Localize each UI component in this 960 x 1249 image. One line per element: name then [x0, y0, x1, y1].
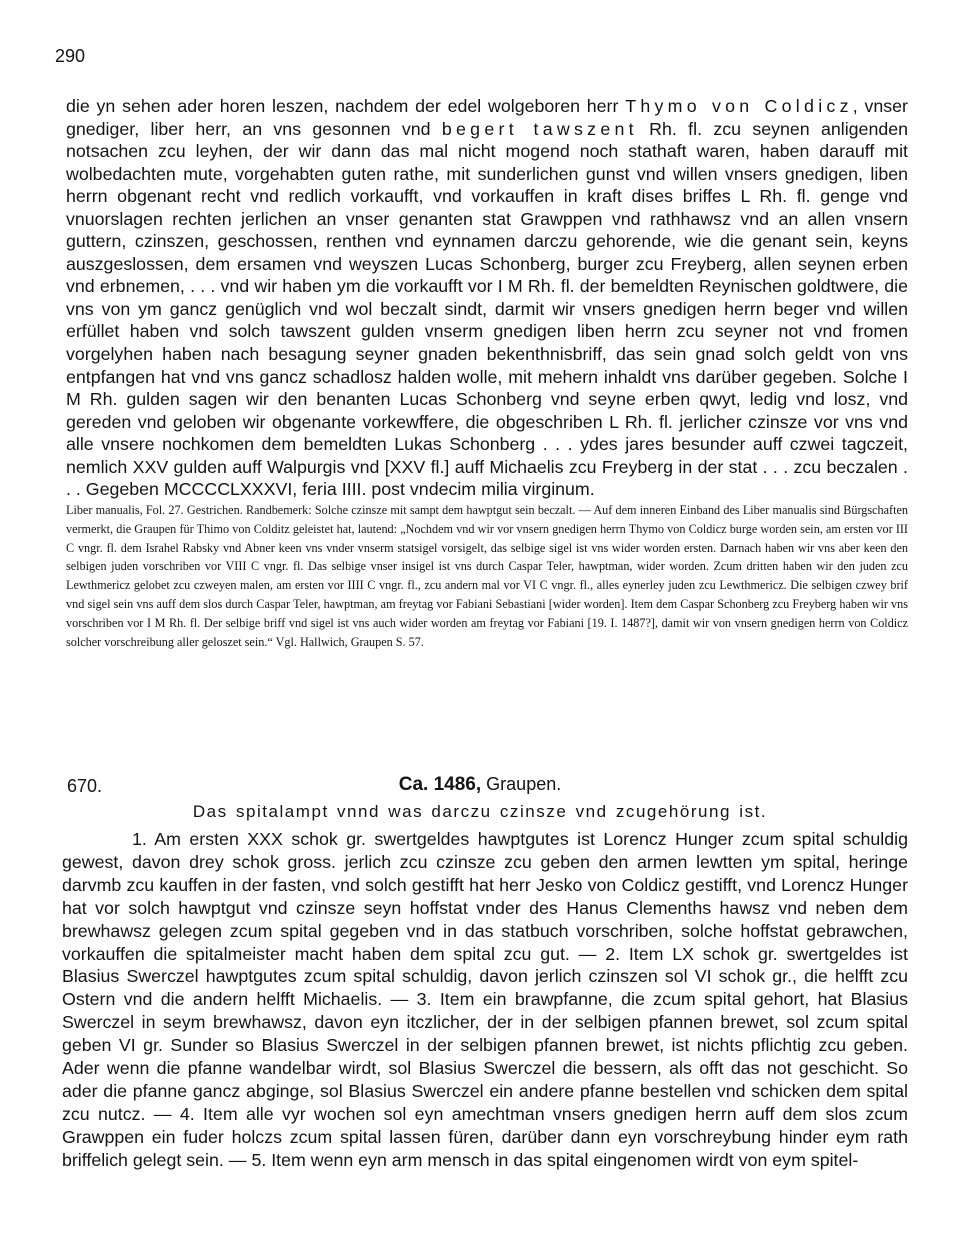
entry-text: 1. Am ersten XXX schok gr. swertgeldes hawptgutes ist Lorencz Hunger zcum spital schuldig gewest, davon drey schok gross. jerlich zcu czinsze zcu geben den armen lewtten ym spital, heringe darvmb zcu kauffen in der fasten, vnd solch gestifft hat herr Jesko von Coldicz gestifft, vnd Lorencz Hunger hat vor solch hawptgut vnd czinsze seyn hoffstat vnder des Hanus Clemenths hawsz vnd neben dem brewhawsz gelegen zcum spital gegeben vnd in das statbuch vorschriben, solche hoffstat gebrawchen, vorkauffen die spitalmeister macht haben dem spital zcu gut. — 2. Item LX schok gr. swertgeldes ist Blasius Swerczel hawptgutes zcum spital schuldig, davon jerlich czinszen sol VI schok gr., die helfft zcu Ostern vnd die andern helfft Michaelis. — 3. Item ein brawpfanne, die zcum spital gehort, hat Blasius Swerczel in seym brewhawsz, davon eyn itczlicher, der in der selbigen pfannen brewet, sol zcum spital geben VI gr. Sunder so Blasius Swerczel in der selbigen pfannen brewet, ist nichts pflichtig zcu geben. Ader wenn die pfanne wandelbar wirdt, sol Blasius Swerczel die bessern, als offt das not geschicht. So ader die pfanne gancz abginge, sol Blasius Swerczel ein andere pfanne bestellen vnd schicken dem spital zcu nutcz. — 4. Item alle vyr wochen sol eyn amechtman vnsers gnedigen herrn auff dem slos zcum Grawppen ein fuder holczs zcum spital lassen füren, darüber dann eyn vorschreybung hinder eym rath briffelich gelegt sein. — 5. Item wenn eyn arm mensch in das spital eingenomen wirdt von eym spitel-: [62, 829, 908, 1170]
entry-heading: [0, 775, 960, 794]
spaced-name: Thymo von Coldicz: [625, 96, 853, 116]
main-text-part-3: Rh. fl. zcu seynen anligenden notsachen zcu leyhen, der wir dann das mal nicht mogend noch stathaft waren, haben darauff mit wolbedachten mute, vorgehabten guten rathe, mit sunderlichen gunst vnd willen vnsers gnedigen, liben herrn obgenant recht vnd redlich vorkaufft, vnd vorkauffen in kraft dises briffes L Rh. fl. genge vnd vnuorslagen rechten jerlichen an vnser genanten stat Grawppen vnd rathhawsz vnd an allen vnsern guttern, czinszen, geschossen, renthen vnd eynnamen darczu gehorende, wie die genant sein, keyns auszgeslossen, dem ersamen vnd weyszen Lucas Schonberg, burger zcu Freyberg, allen seynen erben vnd erbnemen, . . . vnd wir haben ym die vorkaufft vor I M Rh. fl. der bemeldten Reynischen goldtwere, die vns von ym gancz genüglich vnd wol beczalt sindt, darmit wir vnsers gnedigen herrn beger vnd willen erfüllet haben vnd solch tawszent gulden vnserm gnedigen liben herrn zcu seyner not vnd fromen vorgelyhen haben nach besagung seyner gnaden bekenthnisbriff, das sein gnad solch geldt von vns entpfangen hat vnd vns gancz schadlosz halden wolle, mit mehern inhaldt vns darüber gegeben. Solche I M Rh. gulden sagen wir den benanten Lucas Schonberg vnd seyne erben qwyt, ledig vnd losz, vnd gereden vnd geloben wir obgenante vorkewffere, die obgeschriben L Rh. fl. jerlicher czinsze vor vns vnd alle vnsere nochkomen dem bemeldten Lukas Schonberg . . . ydes jares besunder auff czwei tagczeit, nemlich XXV gulden auff Walpurgis vnd [XXV fl.] auff Michaelis zcu Freyberg in der stat . . . zcu beczalen . . . Gegeben MCCCCLXXXVI, feria IIII. post vndecim milia virginum.: [66, 118, 909, 500]
main-text-part-2: , vnser gnediger, liber herr, an vns gesonnen vnd: [66, 96, 908, 139]
entry-date: Ca. 1486,: [398, 774, 482, 795]
entry-number: 670.: [67, 776, 103, 796]
footnote: Liber manualis, Fol. 27. Gestrichen. Randbemerk: Solche czinsze mit sampt dem hawptgut sein beczalt. — Auf dem inneren Einband des Liber manualis sind Bürgschaften vermerkt, die Graupen für Thimo von Colditz geleistet hat, lautend: „Nochdem vnd wir vor vnsern gnedigen herrn Thymo von Coldicz burge worden sein, am ersten vor III C vngr. fl. dem Israhel Rabsky vnd Abner keen vns vnder vnserm statsigel vorsigelt, das selbige sigel ist vns wider worden ersten. Darnach haben wir vns aber keen den selbigen juden vorschriben vor VIII C vngr. fl. Das selbige vnser insigel ist vns durch Caspar Teler, hawptman, wider worden. Zcum dritten haben wir den juden zcu Lewthmericz gelobet zcu czweyen malen, am ersten vor IIII C vngr. fl., zcu andern mal vor VI C vngr. fl., alles eynerley juden zcu Lewthmericz. Die selbigen czwey brif vnd sigel sein vns auff dem slos durch Caspar Teler, hawptman, am freytag vor Fabiani Sebastiani [wider worden]. Item dem Caspar Schonberg zcu Freyberg haben wir vns vorschriben vor I M Rh. fl. Der selbige briff vnd sigel ist vns auch wider worden am freytag vor Fabiani [19. I. 1487?], damit wir von vnsern gnedigen herrn von Coldicz solcher vorschreibung aller geloszet sein.“ Vgl. Hallwich, Graupen S. 57.: [66, 503, 908, 649]
main-text: [66, 95, 908, 501]
entry-place: Graupen.: [481, 774, 562, 794]
main-text-part-1: die yn sehen ader horen leszen, nachdem der edel wolgeboren herr: [66, 96, 619, 116]
entry-title: Das spitalampt vnnd was darczu czinsze vnd zcugehörung ist.: [192, 802, 768, 821]
spaced-begert: begert tawszent: [441, 118, 638, 139]
page-number: 290: [55, 46, 86, 66]
